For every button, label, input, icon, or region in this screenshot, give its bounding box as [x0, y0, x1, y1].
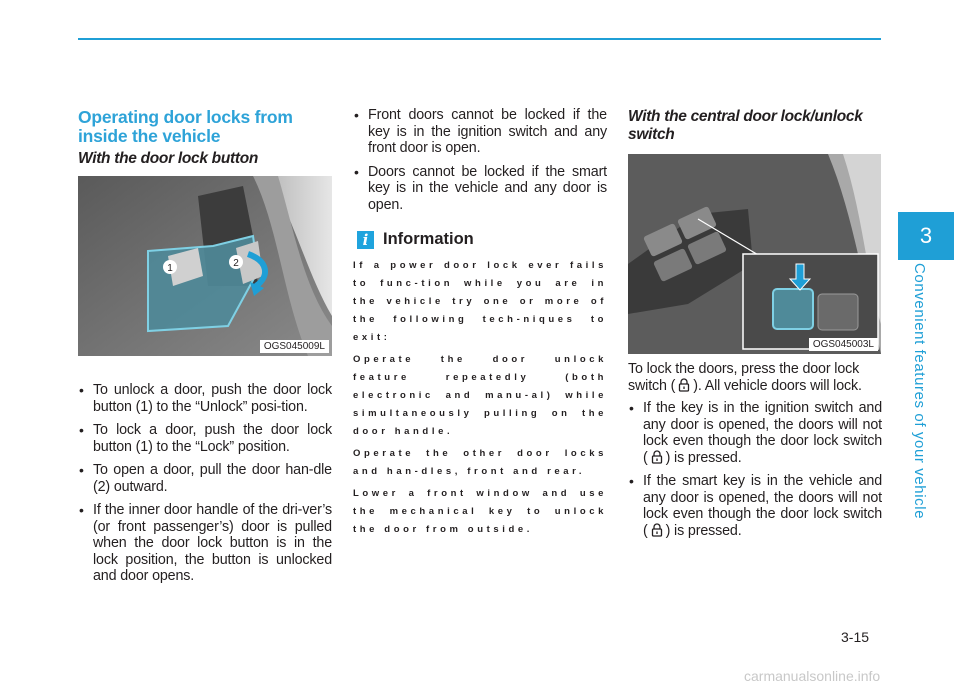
list-item [628, 400, 882, 466]
info-paragraph: Operate the door unlock feature repeatedly (both electronic and manu-al) while simultaneously pulling on the door handle. [353, 354, 607, 437]
chapter-label [905, 263, 935, 520]
bullet-text-end: ) is pressed. [665, 449, 742, 466]
list-item: • To lock a door, push the door lock button (1) to the “Lock” position. [78, 422, 332, 455]
info-paragraph: Operate the other door locks and han-dles, front and rear. [353, 448, 607, 477]
info-paragraph: If a power door lock ever fails to func-tion while you are in the vehicle try one or more of the following tech-niques to exit: [353, 260, 607, 343]
door-handle-illustration [78, 176, 332, 356]
figure-code: OGS045003L [809, 338, 878, 351]
chapter-tab: 3 [898, 212, 954, 260]
page-number: 3-15 [841, 629, 870, 645]
intro-text-end: ). All vehicle doors will lock. [693, 377, 862, 394]
lock-icon [650, 450, 664, 464]
information-title: Information [383, 230, 474, 248]
list-item [628, 473, 882, 539]
list-item: • To unlock a door, push the door lock button (1) to the “Unlock” posi-tion. [78, 382, 332, 415]
list-item: • If the inner door handle of the dri-ver’s (or front passenger’s) door is pulled when the door lock button is in the lock position, the button is unlocked and door opens. [78, 502, 332, 585]
door-lock-notes [353, 107, 607, 220]
central-lock-intro [628, 361, 882, 394]
central-lock-notes [628, 400, 882, 546]
callout-2: 2 [233, 258, 239, 269]
info-paragraph: Lower a front window and use the mechanical key to unlock the door from outside. [353, 488, 607, 535]
lock-icon [650, 523, 664, 537]
central-lock-illustration [628, 154, 881, 354]
list-item: • Doors cannot be locked if the smart key is in the vehicle and any door is open. [353, 164, 607, 214]
information-body [353, 257, 607, 543]
header-rule [78, 38, 881, 40]
intro-text-start: To lock the doors, press the door lock switch ( [628, 361, 860, 394]
door-lock-instructions [78, 382, 332, 592]
central-lock-subtitle: With the central door lock/unlock switch [628, 108, 863, 143]
watermark: carmanualsonline.info [744, 668, 881, 684]
list-item: • Front doors cannot be locked if the key is in the ignition switch and any front door is open. [353, 107, 607, 157]
information-header [353, 229, 609, 253]
central-lock-figure [628, 154, 881, 354]
info-icon: i [357, 231, 374, 249]
lock-icon [677, 378, 691, 392]
chapter-label-text: Convenient features of your vehicle [911, 263, 928, 520]
callout-1: 1 [167, 263, 173, 274]
section-title: Operating door locks from inside the vehicle [78, 107, 293, 146]
bullet-text-end: ) is pressed. [665, 522, 742, 539]
door-lock-button-figure [78, 176, 332, 356]
bullet-text-start: If the key is in the ignition switch and any door is opened, the doors will not lock even though the door lock switch ( [643, 400, 882, 466]
bullet-text-start: If the smart key is in the vehicle and any door is opened, the doors will not lock even though the door lock switch ( [643, 473, 882, 539]
list-item: • To open a door, pull the door han-dle (2) outward. [78, 462, 332, 495]
subsection-title: With the door lock button [78, 150, 259, 167]
figure-code: OGS045009L [260, 340, 329, 353]
